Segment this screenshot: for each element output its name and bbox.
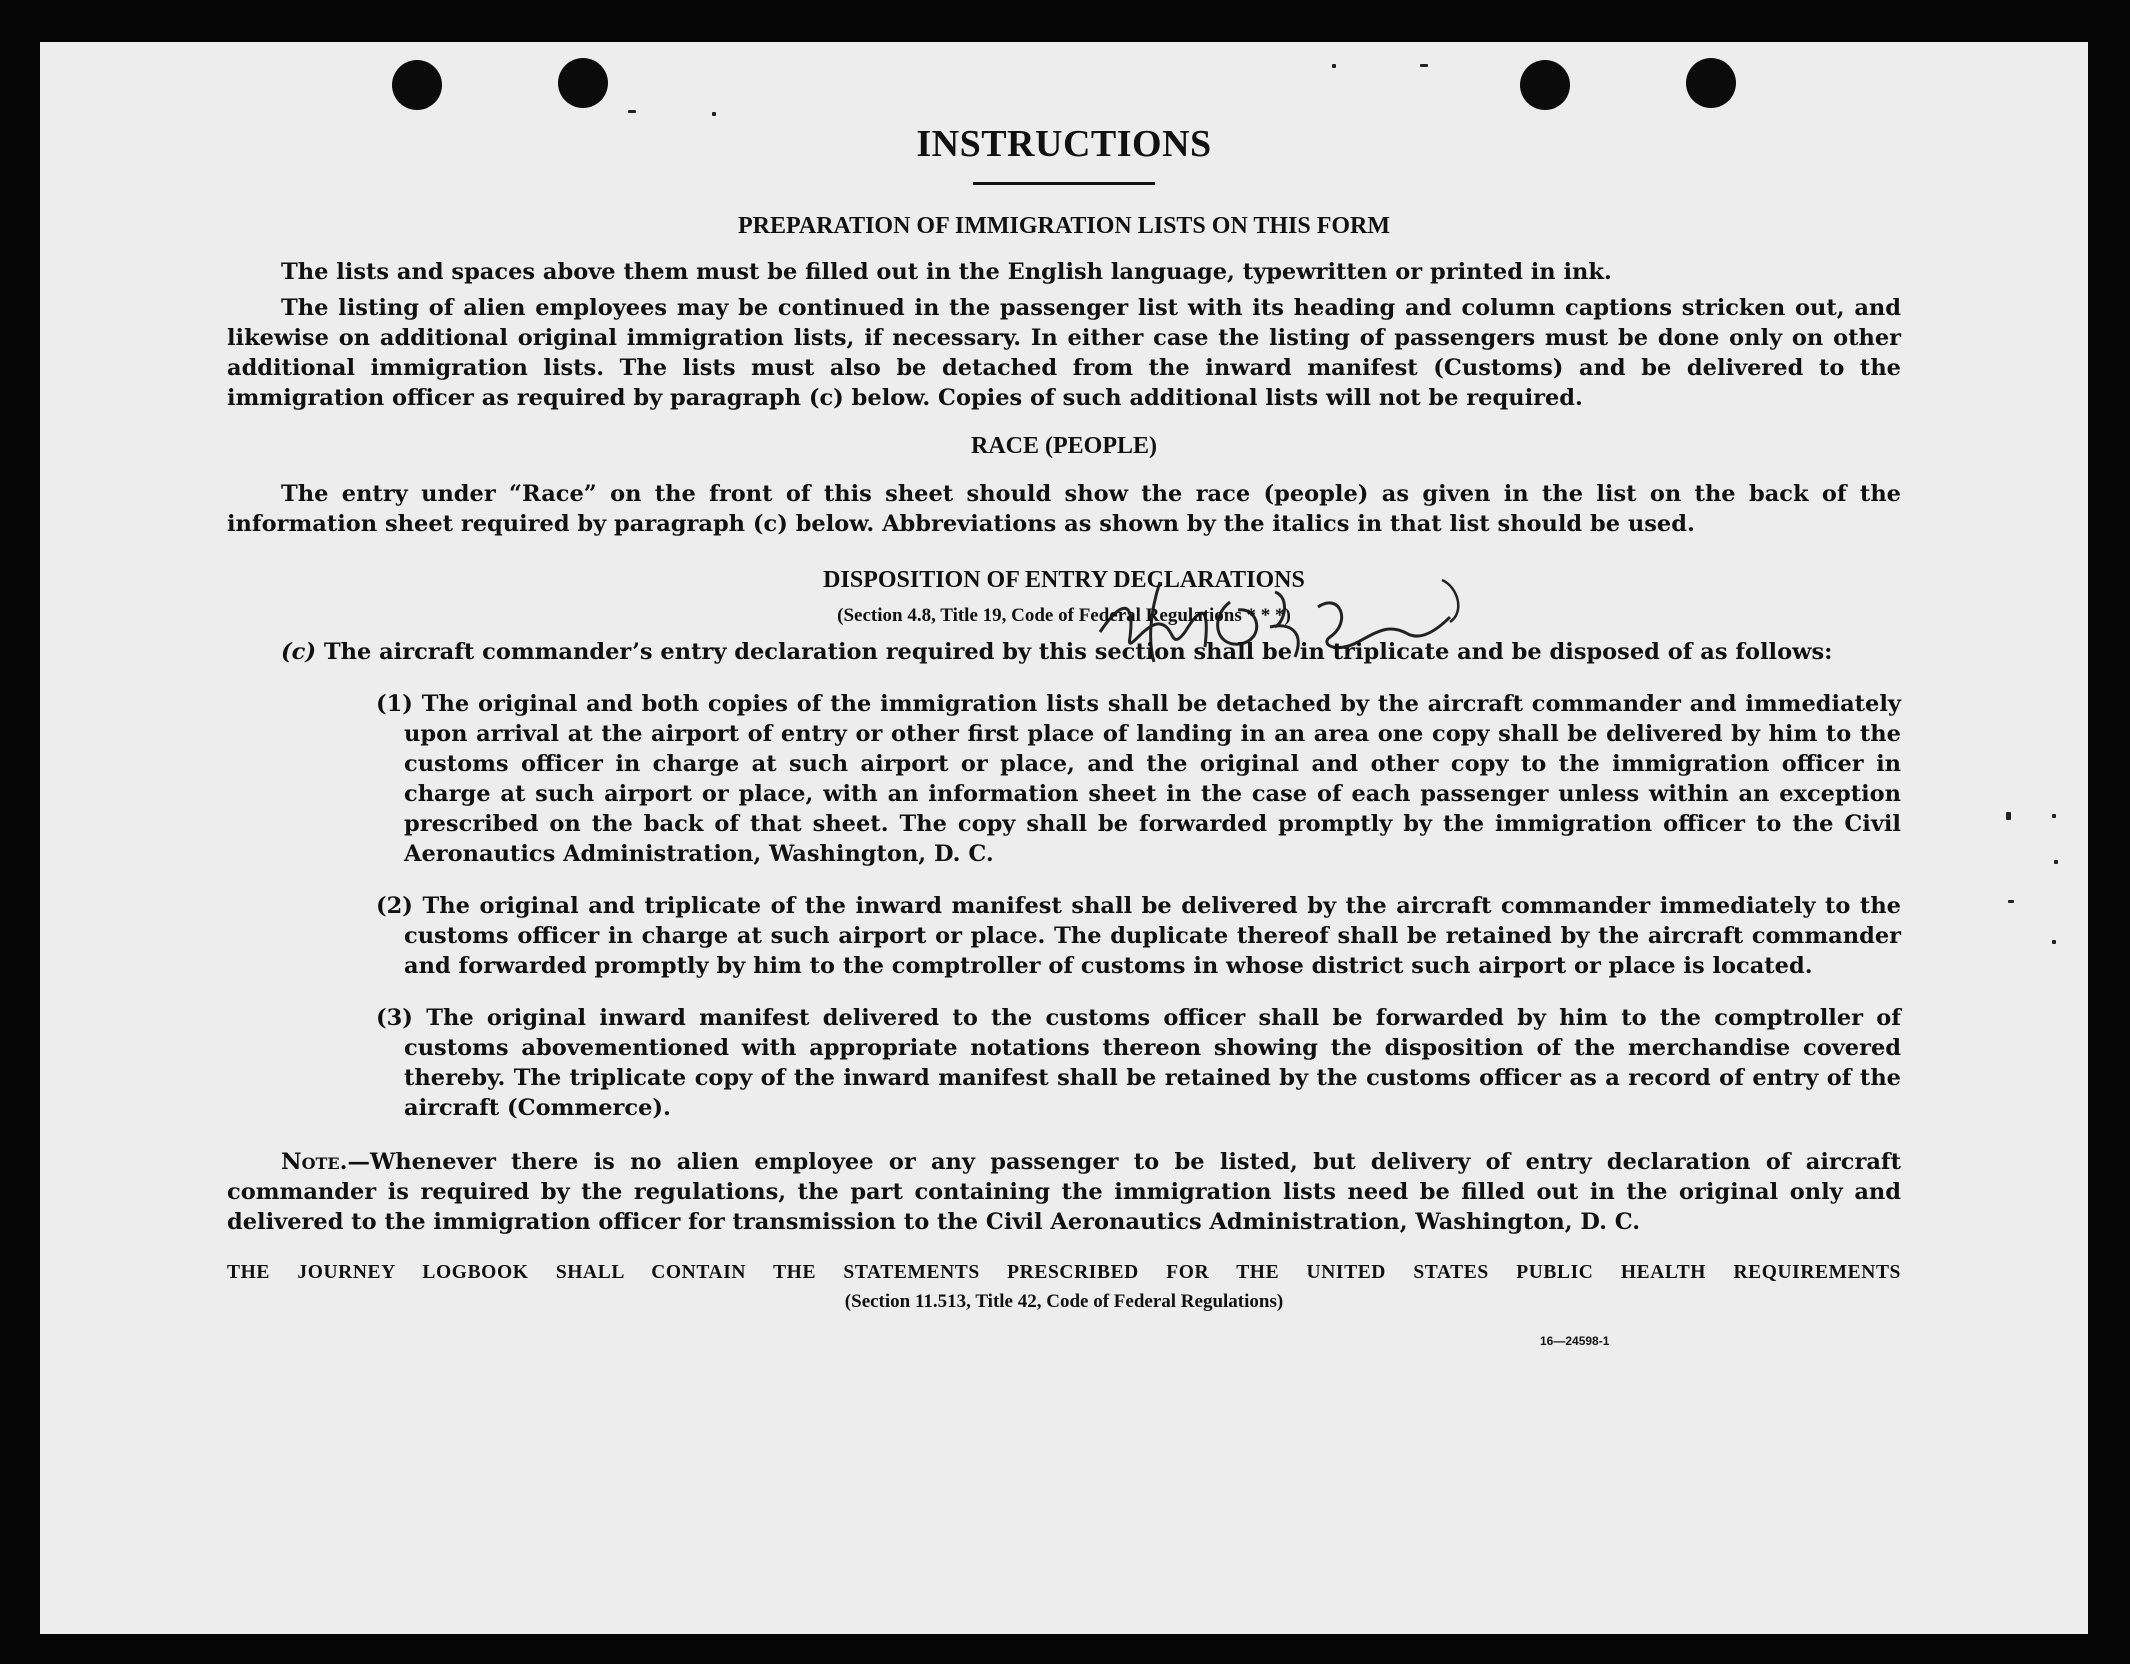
list-item-number: (3) bbox=[376, 1005, 413, 1031]
section-heading-disposition: DISPOSITION OF ENTRY DECLARATIONS bbox=[823, 567, 1305, 593]
ink-speck bbox=[2006, 812, 2011, 820]
list-item-body: The original and both copies of the immigration lists shall be detached by the aircraft commander and immediately upon arrival at the airport of entry or other first place of landing in an area one copy shall be delivered by him to the customs officer in charge at such airport or place, and the original and other copy to the immigration officer in charge at such airport or place, with an information sheet in the case of each passenger unless within an exception prescribed on the back of that sheet. The copy shall be forwarded promptly by the immigration officer to the Civil Aeronautics Administration, Washington, D. C. bbox=[404, 691, 1901, 867]
paragraph-note bbox=[227, 1147, 1901, 1237]
ink-speck bbox=[628, 110, 636, 113]
note-label: Note. bbox=[281, 1149, 348, 1175]
ink-speck bbox=[2008, 900, 2014, 903]
instructions-content bbox=[227, 120, 1901, 1315]
public-health-citation: (Section 11.513, Title 42, Code of Federal Regulations) bbox=[844, 1291, 1284, 1312]
list-item-text bbox=[376, 689, 1901, 869]
paragraph-intro-c bbox=[227, 637, 1901, 667]
ink-speck bbox=[2052, 814, 2056, 818]
list-item-text bbox=[376, 891, 1901, 981]
punch-hole bbox=[1686, 58, 1736, 108]
section-heading-race: RACE (PEOPLE) bbox=[971, 433, 1157, 459]
ink-speck bbox=[1332, 64, 1336, 68]
page-title: INSTRUCTIONS bbox=[916, 123, 1212, 165]
punch-hole bbox=[558, 58, 608, 108]
intro-label: (c) bbox=[281, 639, 316, 665]
intro-text: The aircraft commander’s entry declaration required by this section shall be in triplicate and be disposed of as follows: bbox=[323, 639, 1833, 665]
form-number: 16—24598-1 bbox=[1540, 1334, 1610, 1348]
section-citation: (Section 4.8, Title 19, Code of Federal Regulations * * *) bbox=[837, 605, 1291, 626]
list-item bbox=[227, 689, 1901, 869]
public-health-statement: THE JOURNEY LOGBOOK SHALL CONTAIN THE STATEMENTS PRESCRIBED FOR THE UNITED STATES PUBLIC HEALTH REQUIREMENTS bbox=[227, 1262, 1901, 1283]
title-underline bbox=[973, 182, 1155, 185]
ink-speck bbox=[2052, 940, 2056, 944]
ink-speck bbox=[712, 112, 716, 116]
list-item-text bbox=[376, 1003, 1901, 1123]
punch-hole bbox=[1520, 60, 1570, 110]
note-text: —Whenever there is no alien employee or any passenger to be listed, but delivery of entry declaration of aircraft commander is required by the regulations, the part containing the immigration lists need be filled out in the original only and delivered to the immigration officer for transmission to the Civil Aeronautics Administration, Washington, D. C. bbox=[227, 1149, 1901, 1235]
section-heading-preparation: PREPARATION OF IMMIGRATION LISTS ON THIS FORM bbox=[737, 213, 1391, 239]
ink-speck bbox=[2054, 860, 2058, 864]
paragraph-race: The entry under “Race” on the front of this sheet should show the race (people) as given in the list on the back of the information sheet required by paragraph (c) below. Abbreviations as shown by the italics in that list should be used. bbox=[227, 481, 1901, 537]
list-item-number: (2) bbox=[376, 893, 413, 919]
paragraph-languages: The lists and spaces above them must be filled out in the English language, typewritten or printed in ink. bbox=[281, 259, 1612, 285]
paragraph-alien-employees: The listing of alien employees may be continued in the passenger list with its heading and column captions stricken out, and likewise on additional original immigration lists, if necessary. In either case the listing of passengers must be done only on other additional immigration lists. The lists must also be detached from the inward manifest (Customs) and be delivered to the immigration officer as required by paragraph (c) below. Copies of such additional lists will not be required. bbox=[227, 295, 1901, 411]
list-item-body: The original and triplicate of the inward manifest shall be delivered by the aircraft commander immediately to the customs officer in charge at such airport or place. The duplicate thereof shall be retained by the aircraft commander and forwarded promptly by him to the comptroller of customs in whose district such airport or place is located. bbox=[404, 893, 1901, 979]
list-item bbox=[227, 891, 1901, 981]
punch-hole bbox=[392, 60, 442, 110]
ink-speck bbox=[1420, 64, 1428, 67]
list-item-body: The original inward manifest delivered to the customs officer shall be forwarded by him to the comptroller of customs abovementioned with appropriate notations thereon showing the disposition of the merchandise covered thereby. The triplicate copy of the inward manifest shall be retained by the customs officer as a record of entry of the aircraft (Commerce). bbox=[404, 1005, 1901, 1121]
list-item bbox=[227, 1003, 1901, 1123]
list-item-number: (1) bbox=[376, 691, 413, 717]
document-page bbox=[40, 42, 2088, 1634]
